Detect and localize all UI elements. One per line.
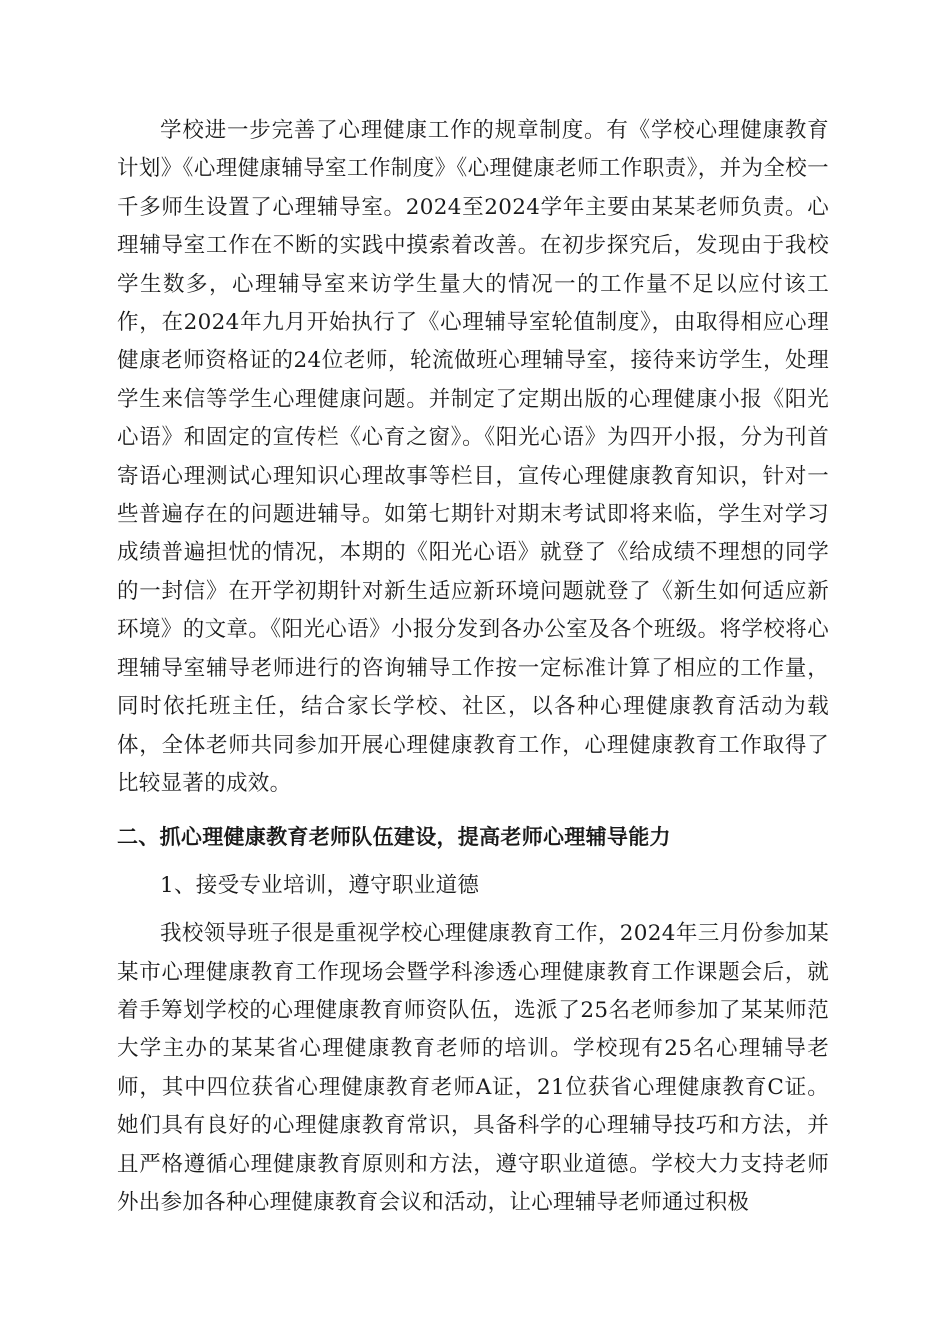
document-page	[117, 112, 829, 1222]
section-heading: 二、抓心理健康教育老师队伍建设，提高老师心理辅导能力	[117, 825, 671, 850]
subsection-heading: 1、接受专业培训，遵守职业道德	[160, 872, 480, 898]
body-paragraph: 学校进一步完善了心理健康工作的规章制度。有《学校心理健康教育计划》《心理健康辅导室工作制度》《心理健康老师工作职责》，并为全校一千多师生设置了心理辅导室。2024至2024学年主要由某某老师负责。心理辅导室工作在不断的实践中摸索着改善。在初步探究后，发现由于我校学生数多，心理辅导室来访学生量大的情况一的工作量不足以应付该工作，在2024年九月开始执行了《心理辅导室轮值制度》，由取得相应心理健康老师资格证的24位老师，轮流做班心理辅导室，接待来访学生，处理学生来信等学生心理健康问题。并制定了定期出版的心理健康小报《阳光心语》和固定的宣传栏《心育之窗》。《阳光心语》为四开小报，分为刊首寄语心理测试心理知识心理故事等栏目，宣传心理健康教育知识，针对一些普遍存在的问题进辅导。如第七期针对期末考试即将来临，学生对学习成绩普遍担忧的情况，本期的《阳光心语》就登了《给成绩不理想的同学的一封信》在开学初期针对新生适应新环境问题就登了《新生如何适应新环境》的文章。《阳光心语》小报分发到各办公室及各个班级。将学校将心理辅导室辅导老师进行的咨询辅导工作按一定标准计算了相应的工作量，同时依托班主任，结合家长学校、社区，以各种心理健康教育活动为载体，全体老师共同参加开展心理健康教育工作，心理健康教育工作取得了比较显著的成效。	[117, 118, 829, 796]
body-paragraph: 我校领导班子很是重视学校心理健康教育工作，2024年三月份参加某某市心理健康教育工作现场会暨学科渗透心理健康教育工作课题会后，就着手筹划学校的心理健康教育师资队伍，选派了25名老师参加了某某师范大学主办的某某省心理健康教育老师的培训。学校现有25名心理辅导老师，其中四位获省心理健康教育老师A证，21位获省心理健康教育C证。她们具有良好的心理健康教育常识，具备科学的心理辅导技巧和方法，并且严格遵循心理健康教育原则和方法，遵守职业道德。学校大力支持老师外出参加各种心理健康教育会议和活动，让心理辅导老师通过积极	[117, 921, 829, 1215]
